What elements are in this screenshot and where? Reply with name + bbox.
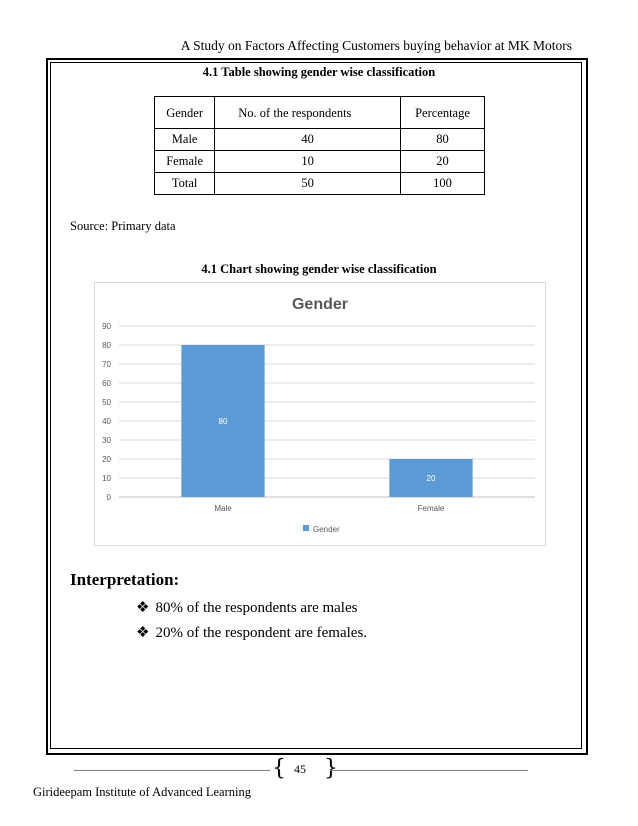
y-tick-label: 40 [102,417,111,426]
table-header-row [155,97,485,129]
y-tick-label: 0 [106,493,111,502]
footer-rule-right [330,770,528,771]
cell-gender: Female [155,151,215,173]
institute-name: Girideepam Institute of Advanced Learning [33,785,251,799]
data-label: 80 [218,417,228,426]
chart-container [94,282,546,546]
legend-swatch [303,525,309,531]
y-tick-label: 60 [102,379,111,388]
legend-label: Gender [313,525,340,534]
right-brace-icon: } [324,756,338,781]
diamond-bullet-icon: ❖ [136,600,150,616]
data-label: 20 [426,474,436,483]
cell-gender: Male [155,129,215,151]
col-header-respondents: No. of the respondents [215,97,401,129]
interpretation-heading: Interpretation: [70,570,180,589]
cell-percentage: 80 [401,129,485,151]
cell-respondents: 50 [215,173,401,195]
cell-respondents: 10 [215,151,401,173]
list-item [136,598,357,617]
gender-table [154,96,485,195]
diamond-bullet-icon: ❖ [136,625,150,641]
table-row [155,129,485,151]
cell-respondents: 40 [215,129,401,151]
source-note: Source: Primary data [70,219,176,233]
cell-percentage: 100 [401,173,485,195]
y-tick-label: 70 [102,360,111,369]
table-row [155,173,485,195]
list-item [136,623,367,642]
y-tick-label: 20 [102,455,111,464]
left-brace-icon: { [272,756,286,781]
running-header: A Study on Factors Affecting Customers buying behavior at MK Motors [180,38,572,53]
col-header-percentage: Percentage [401,97,485,129]
col-header-gender: Gender [155,97,215,129]
y-tick-label: 10 [102,474,111,483]
y-tick-label: 30 [102,436,111,445]
bar-chart [95,283,545,545]
x-tick-label: Female [417,504,445,513]
table-caption: 4.1 Table showing gender wise classification [202,65,436,79]
chart-legend [303,525,340,534]
table-row [155,151,485,173]
y-tick-label: 50 [102,398,111,407]
cell-gender: Total [155,173,215,195]
y-tick-label: 90 [102,322,111,331]
bullet-text: 20% of the respondent are females. [155,625,368,641]
page-number: 45 [294,762,306,776]
footer-rule-left [74,770,270,771]
x-tick-label: Male [214,504,232,513]
cell-percentage: 20 [401,151,485,173]
page-number-row [74,756,528,781]
bullet-text: 80% of the respondents are males [155,600,358,616]
chart-caption: 4.1 Chart showing gender wise classification [201,262,437,276]
chart-title: Gender [291,296,349,313]
y-tick-label: 80 [102,341,111,350]
